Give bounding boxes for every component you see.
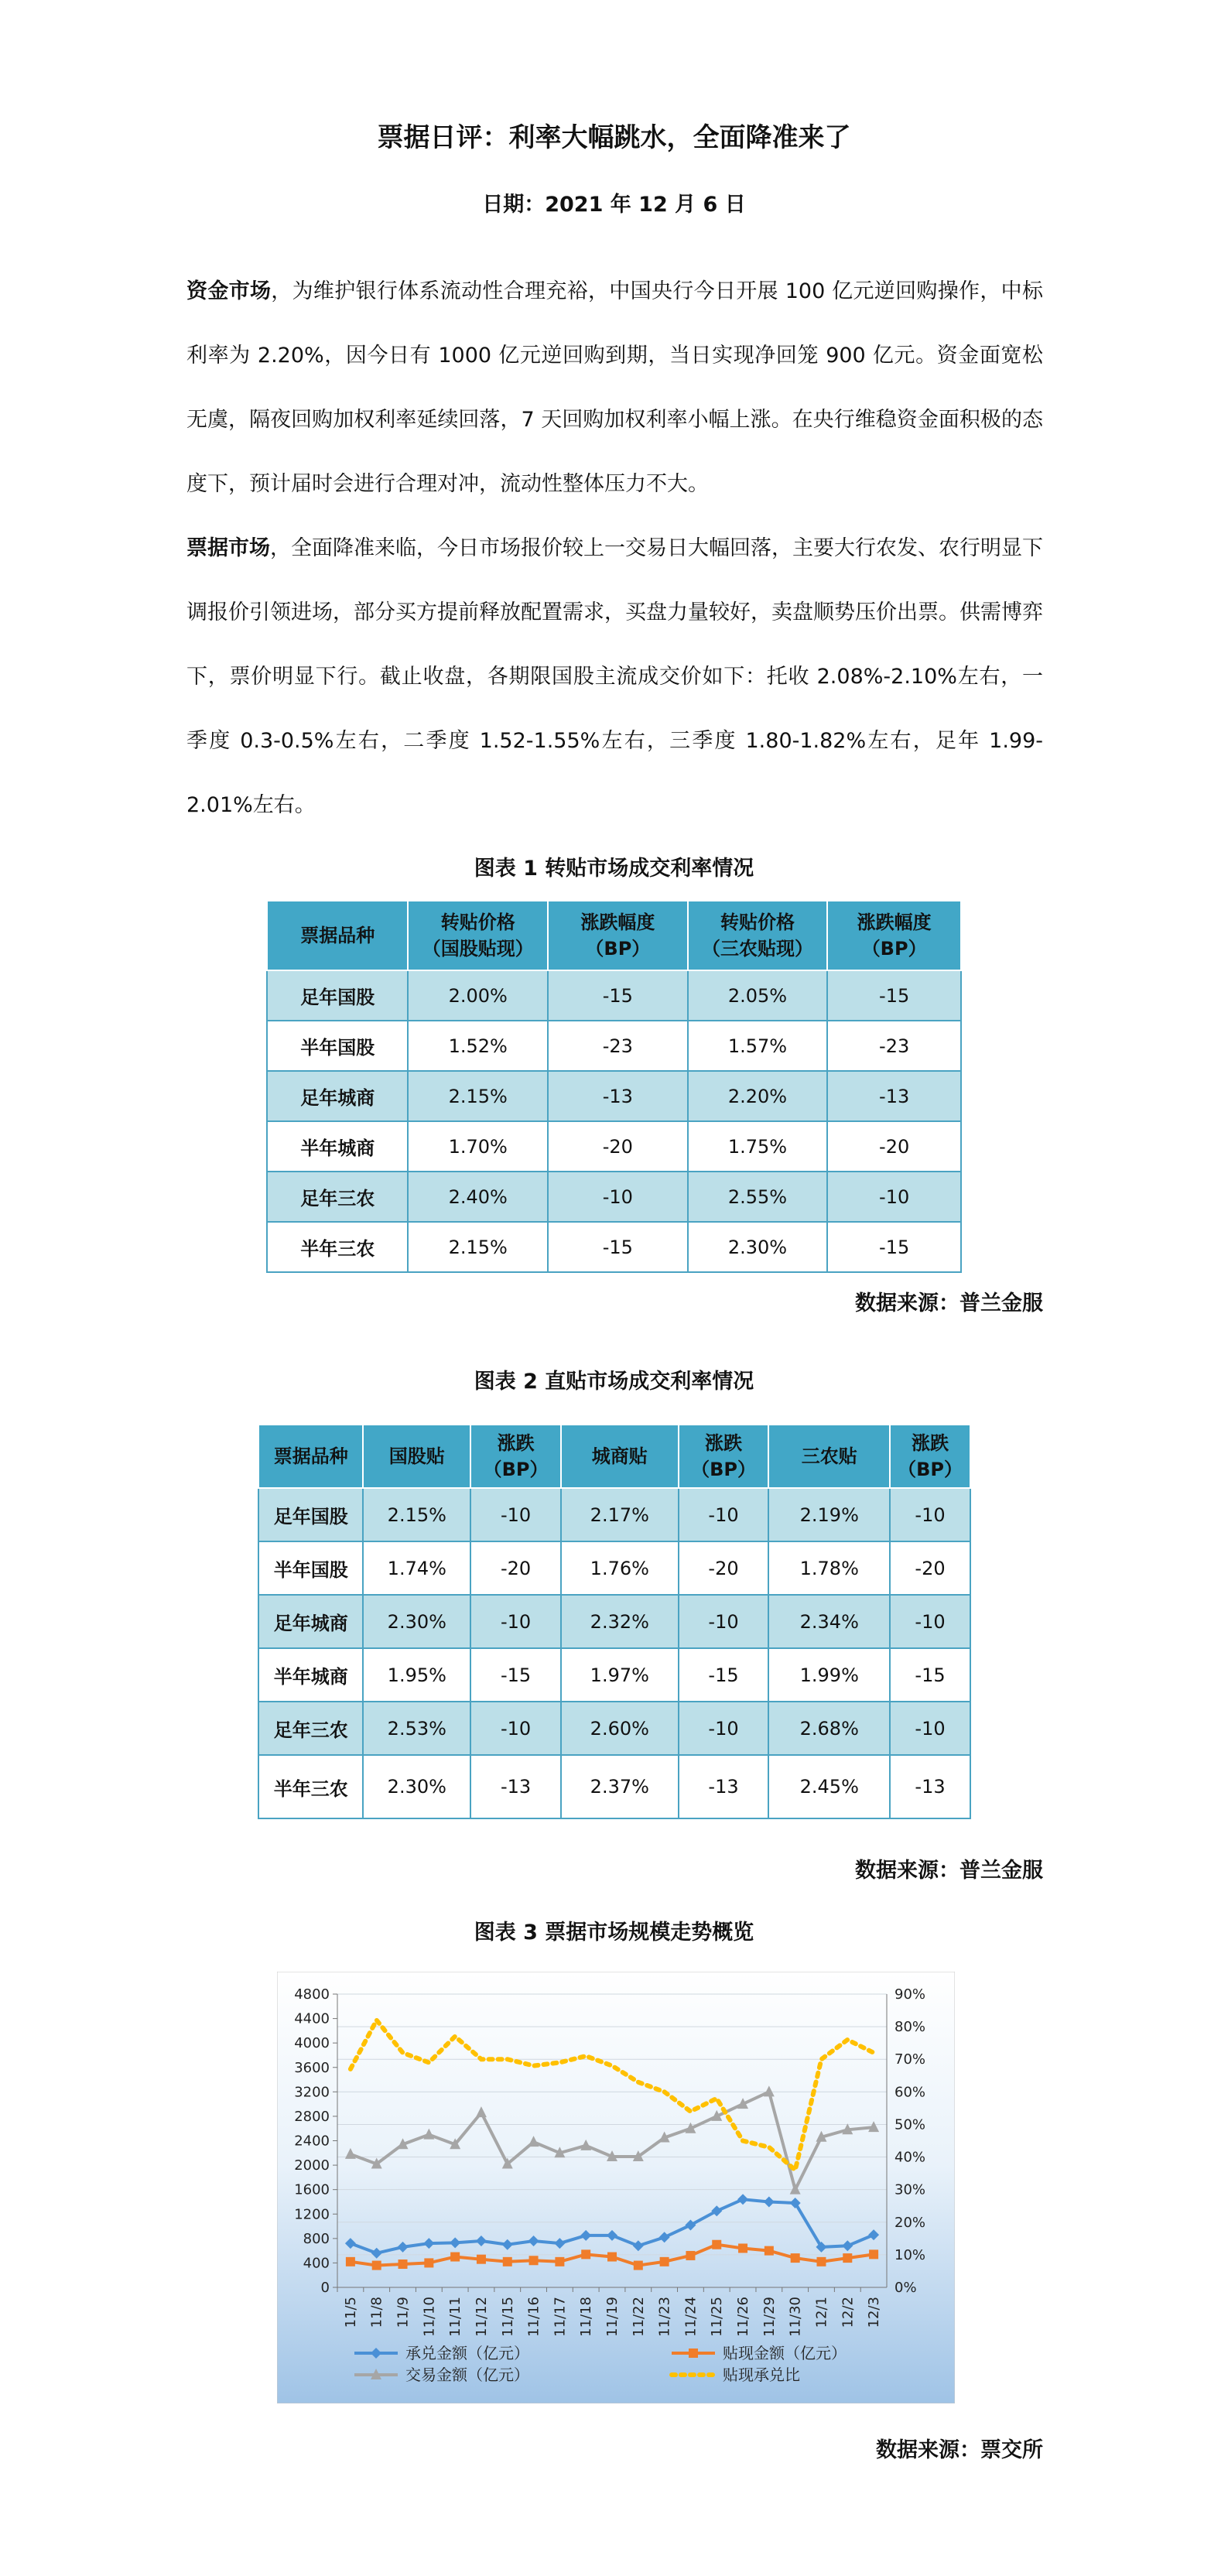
table-cell: 1.57% — [688, 1021, 828, 1071]
table-cell: 2.30% — [688, 1222, 828, 1272]
data-point — [555, 2257, 564, 2266]
table-cell: 1.52% — [408, 1021, 548, 1071]
header-label: （BP） — [691, 1459, 756, 1480]
header-label: （国股贴现） — [422, 938, 534, 960]
header-cell — [688, 901, 828, 970]
header-cell — [548, 901, 688, 970]
header-label: 涨跌 — [497, 1432, 535, 1454]
table-row — [267, 970, 961, 1021]
table-row — [267, 1021, 961, 1071]
table-cell: 1.76% — [561, 1541, 679, 1595]
header-label: 涨跌幅度 — [580, 912, 655, 933]
x-axis-tick-label: 11/17 — [552, 2297, 569, 2337]
x-axis-tick-label: 11/29 — [761, 2297, 778, 2337]
data-point — [503, 2257, 512, 2266]
x-axis-tick-label: 11/23 — [656, 2297, 673, 2337]
left-axis-tick-label: 4800 — [294, 1986, 330, 2003]
x-axis-tick-label: 11/11 — [447, 2297, 464, 2337]
data-point — [843, 2253, 852, 2263]
x-axis-tick-label: 11/5 — [342, 2297, 359, 2328]
data-point — [399, 2260, 408, 2269]
data-point — [791, 2253, 800, 2263]
left-axis-tick-label: 0 — [320, 2280, 330, 2296]
table-header-row — [267, 901, 961, 970]
table-cell: 2.05% — [688, 970, 828, 1021]
left-axis-tick-label: 4000 — [294, 2035, 330, 2052]
header-cell — [408, 901, 548, 970]
table-cell: -15 — [827, 1222, 961, 1272]
right-axis-tick-label: 40% — [894, 2149, 926, 2166]
paragraph-bill-market — [186, 516, 1043, 837]
header-label: 涨跌幅度 — [857, 912, 932, 933]
x-axis-tick-label: 12/1 — [813, 2297, 830, 2328]
table-rediscount-rates — [266, 900, 962, 1273]
paragraph-text: ，全面降准来临，今日市场报价较上一交易日大幅回落，主要大行农发、农行明显下调报价引领进场，部分买方提前释放配置需求，买盘力量较好，卖盘顺势压价出票。供需博弈下，票价明显下行。截止收盘，各期限国股主流成交价如下：托收 2.08%-2.10%左右，一季度 0.3-0.5%左右，二季度 1.52-1.55%左右，三季度 1.80-1.82%左右，足年 1.99-2.01%左右。 — [186, 536, 1043, 817]
data-point — [607, 2253, 617, 2262]
right-axis-tick-label: 30% — [894, 2181, 926, 2198]
x-axis-tick-label: 11/12 — [473, 2297, 490, 2337]
data-point — [816, 2257, 826, 2266]
right-axis-tick-label: 60% — [894, 2084, 926, 2101]
header-cell — [827, 901, 961, 970]
header-label: （BP） — [898, 1459, 963, 1480]
table-cell: 1.95% — [363, 1648, 470, 1702]
left-axis-tick-label: 2400 — [294, 2133, 330, 2150]
data-point — [477, 2255, 486, 2264]
table-cell: 2.15% — [363, 1488, 470, 1541]
right-axis-tick-label: 90% — [894, 1986, 926, 2003]
row-label-cell: 半年城商 — [267, 1121, 408, 1172]
right-axis-tick-label: 50% — [894, 2116, 926, 2133]
header-cell — [768, 1425, 890, 1488]
x-axis-tick-label: 11/25 — [709, 2297, 726, 2337]
left-axis-tick-label: 400 — [303, 2255, 330, 2272]
header-label: （BP） — [483, 1459, 549, 1480]
data-point — [738, 2243, 747, 2253]
data-point — [660, 2257, 669, 2266]
x-axis-tick-label: 11/16 — [525, 2297, 542, 2337]
table-cell: -15 — [679, 1648, 769, 1702]
x-axis-tick-label: 12/2 — [840, 2297, 857, 2328]
table-cell: 2.55% — [688, 1172, 828, 1222]
right-axis-tick-label: 0% — [894, 2280, 917, 2296]
table-row — [267, 1121, 961, 1172]
left-axis-tick-label: 1600 — [294, 2181, 330, 2198]
table-cell: -15 — [548, 970, 688, 1021]
header-label: （BP） — [861, 938, 927, 960]
table-cell: -23 — [548, 1021, 688, 1071]
x-axis-tick-label: 11/15 — [499, 2297, 516, 2337]
data-point — [372, 2261, 381, 2270]
table-cell: -15 — [548, 1222, 688, 1272]
chart-container — [277, 1972, 955, 2403]
chart-caption: 图表 3 票据市场规模走势概览 — [474, 1921, 754, 1945]
x-axis-tick-label: 11/18 — [578, 2297, 595, 2337]
header-label: 城商贴 — [591, 1445, 648, 1467]
left-axis-tick-label: 800 — [303, 2230, 330, 2247]
chart-source: 数据来源：票交所 — [876, 2438, 1043, 2462]
header-label: （BP） — [585, 938, 651, 960]
x-axis-tick-label: 11/22 — [630, 2297, 647, 2337]
table-cell: -10 — [890, 1595, 970, 1648]
right-axis-tick-label: 80% — [894, 2019, 926, 2036]
table-cell: -20 — [470, 1541, 561, 1595]
right-axis-tick-label: 70% — [894, 2051, 926, 2068]
table-cell: 1.70% — [408, 1121, 548, 1172]
table-row — [267, 1071, 961, 1121]
table-cell: 2.45% — [768, 1755, 890, 1818]
left-axis-tick-label: 1200 — [294, 2206, 330, 2223]
header-cell — [363, 1425, 470, 1488]
table-row — [267, 1222, 961, 1272]
table-cell: 2.40% — [408, 1172, 548, 1222]
report-date: 日期：2021 年 12 月 6 日 — [482, 193, 746, 217]
row-label-cell: 半年国股 — [267, 1021, 408, 1071]
table-row — [258, 1488, 970, 1541]
header-label: （三农贴现） — [701, 938, 813, 960]
table-cell: -10 — [470, 1595, 561, 1648]
chart-background — [277, 1972, 955, 2403]
table-row — [258, 1702, 970, 1755]
data-point — [869, 2249, 878, 2259]
table-cell: 2.15% — [408, 1222, 548, 1272]
table-cell: -13 — [548, 1071, 688, 1121]
table-cell: 2.30% — [363, 1595, 470, 1648]
bill-market-chart — [277, 1972, 955, 2403]
table-cell: 2.15% — [408, 1071, 548, 1121]
table-cell: -13 — [890, 1755, 970, 1818]
table-cell: 2.17% — [561, 1488, 679, 1541]
table-cell: 1.99% — [768, 1648, 890, 1702]
header-cell — [890, 1425, 970, 1488]
table-row — [258, 1648, 970, 1702]
table-cell: -10 — [470, 1702, 561, 1755]
x-axis-tick-label: 12/3 — [866, 2297, 883, 2328]
legend-marker — [689, 2349, 698, 2358]
x-axis-tick-label: 11/24 — [682, 2297, 700, 2337]
header-label: 票据品种 — [300, 925, 375, 946]
header-label: 涨跌 — [705, 1432, 743, 1454]
right-axis-tick-label: 20% — [894, 2214, 926, 2231]
table-row — [258, 1755, 970, 1818]
x-axis-tick-label: 11/30 — [787, 2297, 804, 2337]
table-cell: 1.97% — [561, 1648, 679, 1702]
table-cell: 2.30% — [363, 1755, 470, 1818]
table-cell: 2.53% — [363, 1702, 470, 1755]
table-cell: -10 — [679, 1488, 769, 1541]
left-axis-tick-label: 2800 — [294, 2108, 330, 2125]
table-row — [258, 1541, 970, 1595]
table-cell: 2.00% — [408, 970, 548, 1021]
table-row — [267, 1172, 961, 1222]
table-cell: -10 — [679, 1702, 769, 1755]
header-label: 三农贴 — [801, 1445, 857, 1467]
left-axis-tick-label: 3600 — [294, 2059, 330, 2076]
table-cell: 2.32% — [561, 1595, 679, 1648]
x-axis-tick-label: 11/8 — [368, 2297, 385, 2328]
paragraph-lead: 票据市场 — [186, 536, 270, 560]
table-cell: 2.34% — [768, 1595, 890, 1648]
x-axis-tick-label: 11/9 — [395, 2297, 412, 2328]
table-cell: -15 — [890, 1648, 970, 1702]
table-cell: 2.37% — [561, 1755, 679, 1818]
table-header-row — [258, 1425, 970, 1488]
table-cell: -15 — [470, 1648, 561, 1702]
table-cell: -10 — [548, 1172, 688, 1222]
header-cell — [561, 1425, 679, 1488]
row-label-cell: 半年三农 — [267, 1222, 408, 1272]
header-cell — [258, 1425, 363, 1488]
header-label: 涨跌 — [912, 1432, 949, 1454]
table-cell: -10 — [890, 1702, 970, 1755]
x-axis-tick-label: 11/19 — [604, 2297, 621, 2337]
row-label-cell: 半年城商 — [258, 1648, 363, 1702]
row-label-cell: 足年三农 — [267, 1172, 408, 1222]
table-cell: 2.19% — [768, 1488, 890, 1541]
table-cell: 1.78% — [768, 1541, 890, 1595]
data-point — [686, 2251, 695, 2260]
header-cell — [470, 1425, 561, 1488]
header-label: 转贴价格 — [440, 912, 515, 933]
table2-caption: 图表 2 直贴市场成交利率情况 — [474, 1370, 754, 1394]
paragraph-lead: 资金市场 — [186, 279, 272, 303]
legend-label: 交易金额（亿元） — [405, 2366, 529, 2384]
page-title: 票据日评：利率大幅跳水，全面降准来了 — [377, 122, 851, 153]
x-axis-tick-label: 11/10 — [421, 2297, 438, 2337]
row-label-cell: 足年国股 — [258, 1488, 363, 1541]
header-cell — [267, 901, 408, 970]
right-axis-tick-label: 10% — [894, 2246, 926, 2263]
paragraph-money-market — [186, 259, 1043, 516]
legend-label: 贴现承兑比 — [723, 2366, 800, 2384]
left-axis-tick-label: 4400 — [294, 2010, 330, 2027]
row-label-cell: 足年城商 — [267, 1071, 408, 1121]
table-cell: -10 — [470, 1488, 561, 1541]
table-cell: -20 — [679, 1541, 769, 1595]
table-cell: -23 — [827, 1021, 961, 1071]
row-label-cell: 半年三农 — [258, 1755, 363, 1818]
table-cell: 1.74% — [363, 1541, 470, 1595]
table1-source: 数据来源：普兰金服 — [855, 1291, 1043, 1315]
data-point — [529, 2256, 539, 2265]
data-point — [712, 2240, 721, 2249]
data-point — [424, 2258, 433, 2267]
paragraph-text: ，为维护银行体系流动性合理充裕，中国央行今日开展 100 亿元逆回购操作，中标利率为 2.20%，因今日有 1000 亿元逆回购到期，当日实现净回笼 900 亿元。资金面宽松无虞，隔夜回购加权利率延续回落，7 天回购加权利率小幅上涨。在央行维稳资金面积极的态度下，预计届时会进行合理对冲，流动性整体压力不大。 — [186, 279, 1043, 496]
table-cell: 2.20% — [688, 1071, 828, 1121]
table-cell: -20 — [827, 1121, 961, 1172]
header-label: 国股贴 — [388, 1445, 445, 1467]
legend-label: 贴现金额（亿元） — [723, 2344, 847, 2362]
table-cell: -13 — [827, 1071, 961, 1121]
legend-label: 承兑金额（亿元） — [405, 2344, 529, 2362]
header-label: 转贴价格 — [720, 912, 795, 933]
data-point — [581, 2249, 590, 2259]
row-label-cell: 足年三农 — [258, 1702, 363, 1755]
left-axis-tick-label: 2000 — [294, 2157, 330, 2174]
table-direct-discount-rates — [258, 1424, 971, 1819]
table-cell: 2.68% — [768, 1702, 890, 1755]
left-axis-tick-label: 3200 — [294, 2084, 330, 2101]
table2-source: 数据来源：普兰金服 — [855, 1859, 1043, 1883]
row-label-cell: 半年国股 — [258, 1541, 363, 1595]
x-axis-tick-label: 11/26 — [735, 2297, 752, 2337]
row-label-cell: 足年国股 — [267, 970, 408, 1021]
table-cell: -15 — [827, 970, 961, 1021]
table-cell: 2.60% — [561, 1702, 679, 1755]
row-label-cell: 足年城商 — [258, 1595, 363, 1648]
table-cell: -20 — [548, 1121, 688, 1172]
table1-caption: 图表 1 转贴市场成交利率情况 — [474, 857, 754, 881]
table-cell: -10 — [890, 1488, 970, 1541]
table-cell: -13 — [470, 1755, 561, 1818]
table-cell: -10 — [827, 1172, 961, 1222]
header-label: 票据品种 — [273, 1445, 348, 1467]
table-cell: -20 — [890, 1541, 970, 1595]
table-cell: 1.75% — [688, 1121, 828, 1172]
data-point — [450, 2253, 460, 2262]
header-cell — [679, 1425, 769, 1488]
data-point — [346, 2257, 355, 2266]
data-point — [765, 2246, 774, 2256]
table-cell: -10 — [679, 1595, 769, 1648]
data-point — [634, 2261, 643, 2270]
table-row — [258, 1595, 970, 1648]
table-cell: -13 — [679, 1755, 769, 1818]
